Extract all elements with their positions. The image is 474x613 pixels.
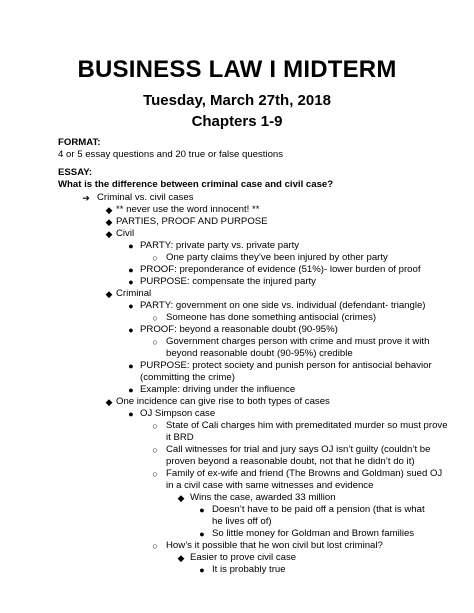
list-item: Someone has done something antisocial (crimes) — [166, 312, 377, 323]
list-item: Family of ex-wife and friend (The Browns and Goldman) sued OJ — [166, 468, 443, 479]
list-item: Call witnesses for trial and jury says OJ isn’t guilty (couldn’t be — [166, 444, 431, 455]
arrow-bullet-icon: ➔ — [82, 193, 90, 203]
dot-bullet-icon: ● — [128, 241, 134, 251]
diamond-bullet-icon: ◆ — [177, 553, 185, 563]
format-text: 4 or 5 essay questions and 20 true or false questions — [58, 149, 284, 160]
list-item: Criminal vs. civil cases — [97, 192, 194, 203]
list-item: PURPOSE: compensate the injured party — [140, 276, 316, 287]
circle-bullet-icon: ○ — [152, 541, 158, 551]
list-item: State of Cali charges him with premeditated murder so must prove — [166, 420, 448, 431]
list-item: OJ Simpson case — [140, 408, 216, 419]
diamond-bullet-icon: ◆ — [105, 397, 113, 407]
dot-bullet-icon: ● — [128, 301, 134, 311]
list-item: ** never use the word innocent! ** — [116, 204, 260, 215]
list-item: Easier to prove civil case — [190, 552, 297, 563]
circle-bullet-icon: ○ — [152, 421, 158, 431]
dot-bullet-icon: ● — [128, 361, 134, 371]
list-item-continuation: beyond reasonable doubt (90-95%) credible — [166, 348, 353, 359]
essay-heading: ESSAY: — [58, 167, 93, 178]
diamond-bullet-icon: ◆ — [177, 493, 185, 503]
list-item: One party claims they’ve been injured by other party — [166, 252, 388, 263]
format-heading: FORMAT: — [58, 137, 101, 148]
list-item-continuation: proven beyond a reasonable doubt, not that he didn’t do it) — [166, 456, 415, 467]
chapters: Chapters 1-9 — [191, 113, 283, 130]
list-item: How’s it possible that he won civil but lost criminal? — [166, 540, 383, 551]
circle-bullet-icon: ○ — [152, 313, 158, 323]
page-title: BUSINESS LAW I MIDTERM — [77, 56, 397, 83]
dot-bullet-icon: ● — [128, 277, 134, 287]
dot-bullet-icon: ● — [199, 505, 205, 515]
list-item: PROOF: beyond a reasonable doubt (90-95%) — [140, 324, 338, 335]
list-item: Criminal — [116, 288, 152, 299]
list-item: Civil — [116, 228, 135, 239]
dot-bullet-icon: ● — [128, 385, 134, 395]
dot-bullet-icon: ● — [199, 529, 205, 539]
list-item: It is probably true — [212, 564, 286, 575]
diamond-bullet-icon: ◆ — [105, 217, 113, 227]
exam-date: Tuesday, March 27th, 2018 — [143, 92, 331, 109]
list-item: Government charges person with crime and must prove it with — [166, 336, 430, 347]
dot-bullet-icon: ● — [128, 325, 134, 335]
dot-bullet-icon: ● — [199, 565, 205, 575]
list-item-continuation: in a civil case with same witnesses and evidence — [166, 480, 374, 491]
circle-bullet-icon: ○ — [152, 337, 158, 347]
circle-bullet-icon: ○ — [152, 469, 158, 479]
list-item-continuation: it BRD — [166, 432, 194, 443]
list-item: PARTY: government on one side vs. individual (defendant- triangle) — [140, 300, 426, 311]
list-item: One incidence can give rise to both types of cases — [116, 396, 330, 407]
circle-bullet-icon: ○ — [152, 445, 158, 455]
list-item: PARTIES, PROOF AND PURPOSE — [116, 216, 268, 227]
list-item: PURPOSE: protect society and punish person for antisocial behavior — [140, 360, 432, 371]
diamond-bullet-icon: ◆ — [105, 289, 113, 299]
list-item-continuation: he lives off of) — [212, 516, 272, 527]
dot-bullet-icon: ● — [128, 265, 134, 275]
diamond-bullet-icon: ◆ — [105, 229, 113, 239]
list-item: Example: driving under the influence — [140, 384, 296, 395]
diamond-bullet-icon: ◆ — [105, 205, 113, 215]
circle-bullet-icon: ○ — [152, 253, 158, 263]
list-item-continuation: (committing the crime) — [140, 372, 235, 383]
list-item: Doesn’t have to be paid off a pension (that is what — [212, 504, 425, 515]
list-item: PARTY: private party vs. private party — [140, 240, 300, 251]
list-item: So little money for Goldman and Brown families — [212, 528, 415, 539]
list-item: Wins the case, awarded 33 million — [190, 492, 336, 503]
list-item: PROOF: preponderance of evidence (51%)- lower burden of proof — [140, 264, 421, 275]
essay-question: What is the difference between criminal case and civil case? — [58, 179, 334, 190]
dot-bullet-icon: ● — [128, 409, 134, 419]
